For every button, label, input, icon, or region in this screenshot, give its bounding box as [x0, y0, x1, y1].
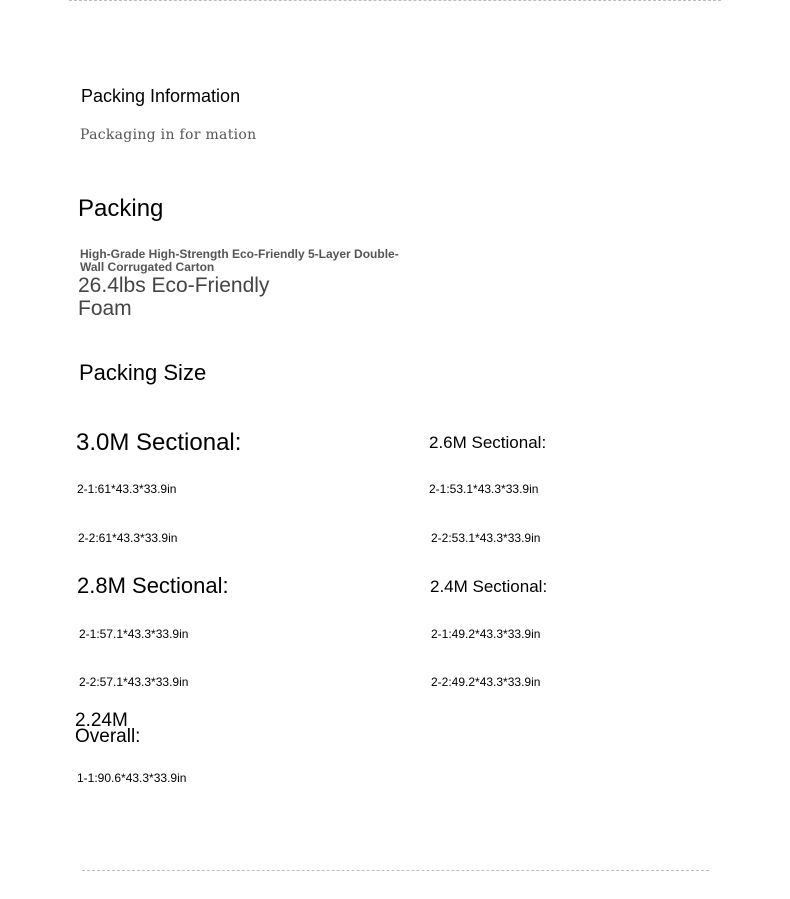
section-2-8m-item-1: 2-1:57.1*43.3*33.9in: [79, 627, 189, 641]
section-2-8m-item-2: 2-2:57.1*43.3*33.9in: [79, 675, 189, 689]
packing-foam: 26.4lbs Eco-Friendly Foam: [78, 274, 270, 320]
section-title: Packing Information: [81, 86, 241, 106]
section-2-6m-item-1: 2-1:53.1*43.3*33.9in: [429, 482, 539, 496]
section-2-6m-item-2: 2-2:53.1*43.3*33.9in: [431, 531, 541, 545]
packing-size-heading: Packing Size: [79, 360, 207, 385]
section-2-4m-item-1: 2-1:49.2*43.3*33.9in: [431, 627, 541, 641]
section-2-24m-item-1: 1-1:90.6*43.3*33.9in: [77, 771, 187, 785]
section-3-0m-item-2: 2-2:61*43.3*33.9in: [78, 531, 178, 545]
section-2-8m-title: 2.8M Sectional:: [77, 573, 229, 598]
section-2-6m-title: 2.6M Sectional:: [429, 433, 547, 452]
bottom-divider: [82, 870, 709, 871]
section-2-4m-title: 2.4M Sectional:: [430, 577, 548, 596]
top-divider: [69, 0, 721, 1]
section-3-0m-title: 3.0M Sectional:: [76, 429, 242, 456]
packing-description: High-Grade High-Strength Eco-Friendly 5-Layer Double-Wall Corrugated Carton: [80, 247, 399, 274]
section-3-0m-item-1: 2-1:61*43.3*33.9in: [77, 482, 177, 496]
section-2-4m-item-2: 2-2:49.2*43.3*33.9in: [431, 675, 541, 689]
packing-heading: Packing: [78, 195, 164, 222]
section-subtitle: Packaging in for mation: [80, 127, 257, 143]
section-2-24m-title: 2.24M Overall:: [75, 710, 141, 747]
